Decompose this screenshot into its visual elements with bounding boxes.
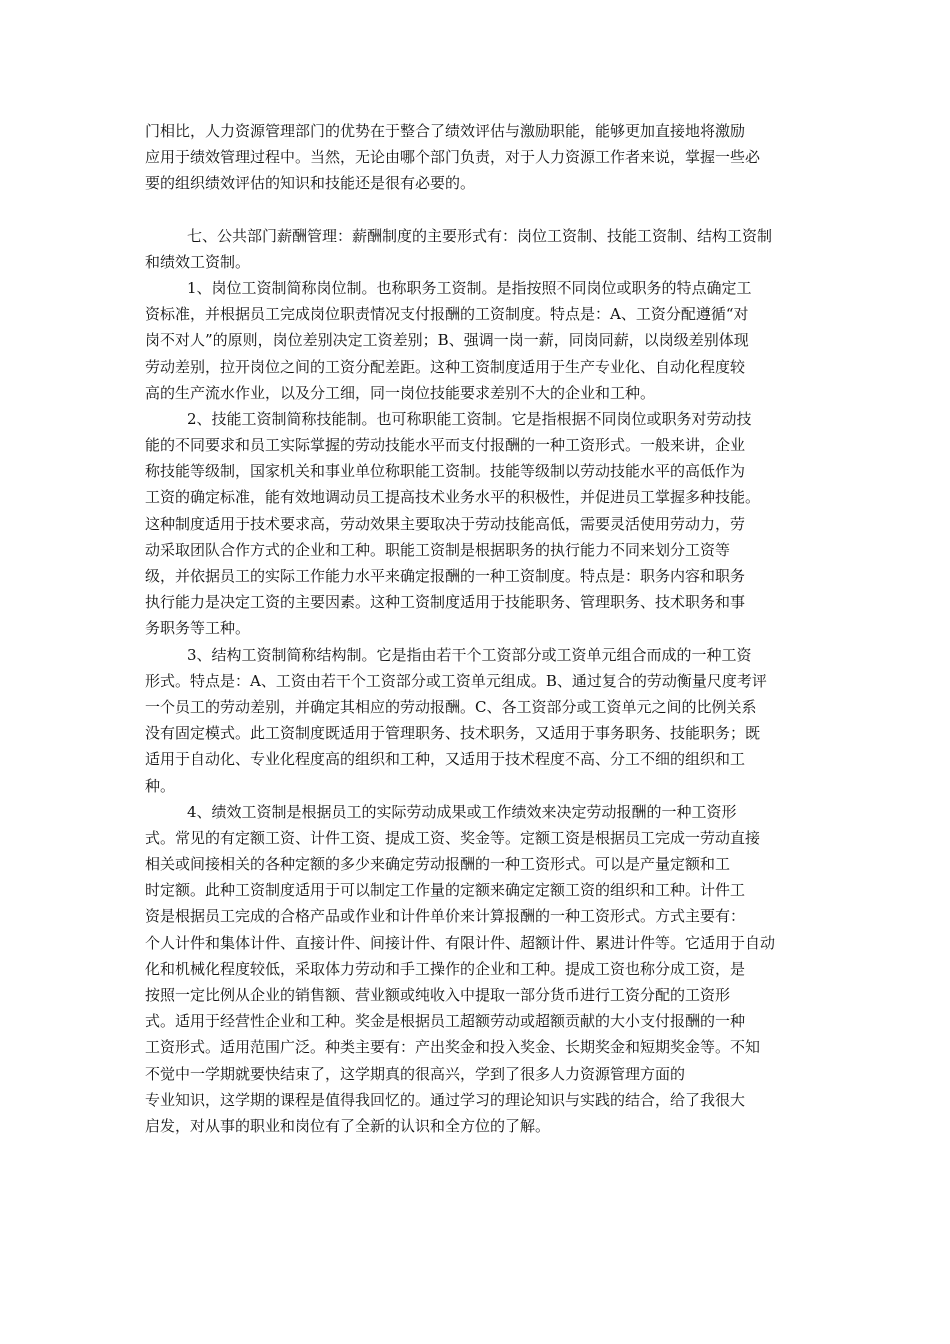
text-line: 劳动差别，拉开岗位之间的工资分配差距。这种工资制度适用于生产专业化、自动化程度较 [145,357,746,376]
section-heading-paragraph [145,223,813,275]
text-line: 没有固定模式。此工资制度既适用于管理职务、技术职务，又适用于事务职务、技能职务；既 [145,724,761,743]
item-2-paragraph [145,406,813,642]
text-line: 这种制度适用于技术要求高，劳动效果主要取决于劳动技能高低，需要灵活使用劳动力，劳 [145,514,746,533]
intro-paragraph [145,118,813,197]
text-line: 工资的确定标准，能有效地调动员工提高技术业务水平的积极性，并促进员工掌握多种技能。 [145,488,761,507]
text-line: 资标准，并根据员工完成岗位职责情况支付报酬的工资制度。特点是：A、工资分配遵循“对 [145,305,749,324]
text-line: 不觉中一学期就要快结束了，这学期真的很高兴，学到了很多人力资源管理方面的 [145,1064,686,1083]
text-line: 相关或间接相关的各种定额的多少来确定劳动报酬的一种工资形式。可以是产量定额和工 [145,855,731,874]
text-line: 式。常见的有定额工资、计件工资、提成工资、奖金等。定额工资是根据员工完成一劳动直接 [145,828,761,847]
text-line: 形式。特点是：A、工资由若干个工资部分或工资单元组成。B、通过复合的劳动衡量尺度考评 [145,671,767,690]
text-line: 执行能力是决定工资的主要因素。这种工资制度适用于技能职务、管理职务、技术职务和事 [145,593,746,612]
text-line: 4、绩效工资制是根据员工的实际劳动成果或工作绩效来决定劳动报酬的一种工资形 [187,802,737,821]
text-line: 化和机械化程度较低，采取体力劳动和手工操作的企业和工种。提成工资也称分成工资，是 [145,959,746,978]
text-line: 门相比，人力资源管理部门的优势在于整合了绩效评估与激励职能，能够更加直接地将激励 [145,122,746,140]
text-line: 启发，对从事的职业和岗位有了全新的认识和全方位的了解。 [145,1116,551,1135]
text-line: 时定额。此种工资制度适用于可以制定工作量的定额来确定定额工资的组织和工种。计件工 [145,881,746,900]
text-line: 称技能等级制，国家机关和事业单位称职能工资制。技能等级制以劳动技能水平的高低作为 [145,462,746,481]
text-line: 工资形式。适用范围广泛。种类主要有：产出奖金和投入奖金、长期奖金和短期奖金等。不知 [145,1038,761,1057]
text-line: 专业知识，这学期的课程是值得我回忆的。通过学习的理论知识与实践的结合，给了我很大 [145,1090,746,1109]
text-line: 个人计件和集体计件、直接计件、间接计件、有限计件、超额计件、累进计件等。它适用于自动 [145,933,776,952]
text-line: 高的生产流水作业，以及分工细，同一岗位技能要求差别不大的企业和工种。 [145,383,656,402]
text-line: 1、岗位工资制简称岗位制。也称职务工资制。是指按照不同岗位或职务的特点确定工 [187,278,752,297]
text-line: 七、公共部门薪酬管理：薪酬制度的主要形式有：岗位工资制、技能工资制、结构工资制 [187,226,773,245]
text-line: 能的不同要求和员工实际掌握的劳动技能水平而支付报酬的一种工资形式。一般来讲，企业 [145,436,746,455]
text-line: 和绩效工资制。 [145,252,251,271]
text-line: 适用于自动化、专业化程度高的组织和工种，又适用于技术程度不高、分工不细的组织和工 [145,750,746,769]
text-line: 一个员工的劳动差别，并确定其相应的劳动报酬。C、各工资部分或工资单元之间的比例关系 [145,697,757,716]
text-line: 级，并依据员工的实际工作能力水平来确定报酬的一种工资制度。特点是：职务内容和职务 [145,567,746,585]
item-3-paragraph [145,642,813,799]
item-4-paragraph [145,799,813,1139]
text-line: 动采取团队合作方式的企业和工种。职能工资制是根据职务的执行能力不同来划分工资等 [145,540,731,559]
text-line: 要的组织绩效评估的知识和技能还是很有必要的。 [145,174,476,193]
text-line: 式。适用于经营性企业和工种。奖金是根据员工超额劳动或超额贡献的大小支付报酬的一种 [145,1012,746,1031]
text-line: 2、技能工资制简称技能制。也可称职能工资制。它是指根据不同岗位或职务对劳动技 [187,409,752,428]
document-page [145,118,813,1139]
item-1-paragraph [145,275,813,406]
text-line: 资是根据员工完成的合格产品或作业和计件单价来计算报酬的一种工资形式。方式主要有： [145,907,746,926]
text-line: 应用于绩效管理过程中。当然，无论由哪个部门负责，对于人力资源工作者来说，掌握一些必 [145,148,761,167]
text-line: 种。 [145,776,176,795]
text-line: 按照一定比例从企业的销售额、营业额或纯收入中提取一部分货币进行工资分配的工资形 [145,986,731,1004]
text-line: 3、结构工资制简称结构制。它是指由若干个工资部分或工资单元组合而成的一种工资 [187,645,752,664]
text-line: 务职务等工种。 [145,619,251,638]
text-line: 岗不对人”的原则，岗位差别决定工资差别；B、强调一岗一薪，同岗同薪，以岗级差别体现 [145,331,749,350]
paragraph-gap [145,197,813,223]
